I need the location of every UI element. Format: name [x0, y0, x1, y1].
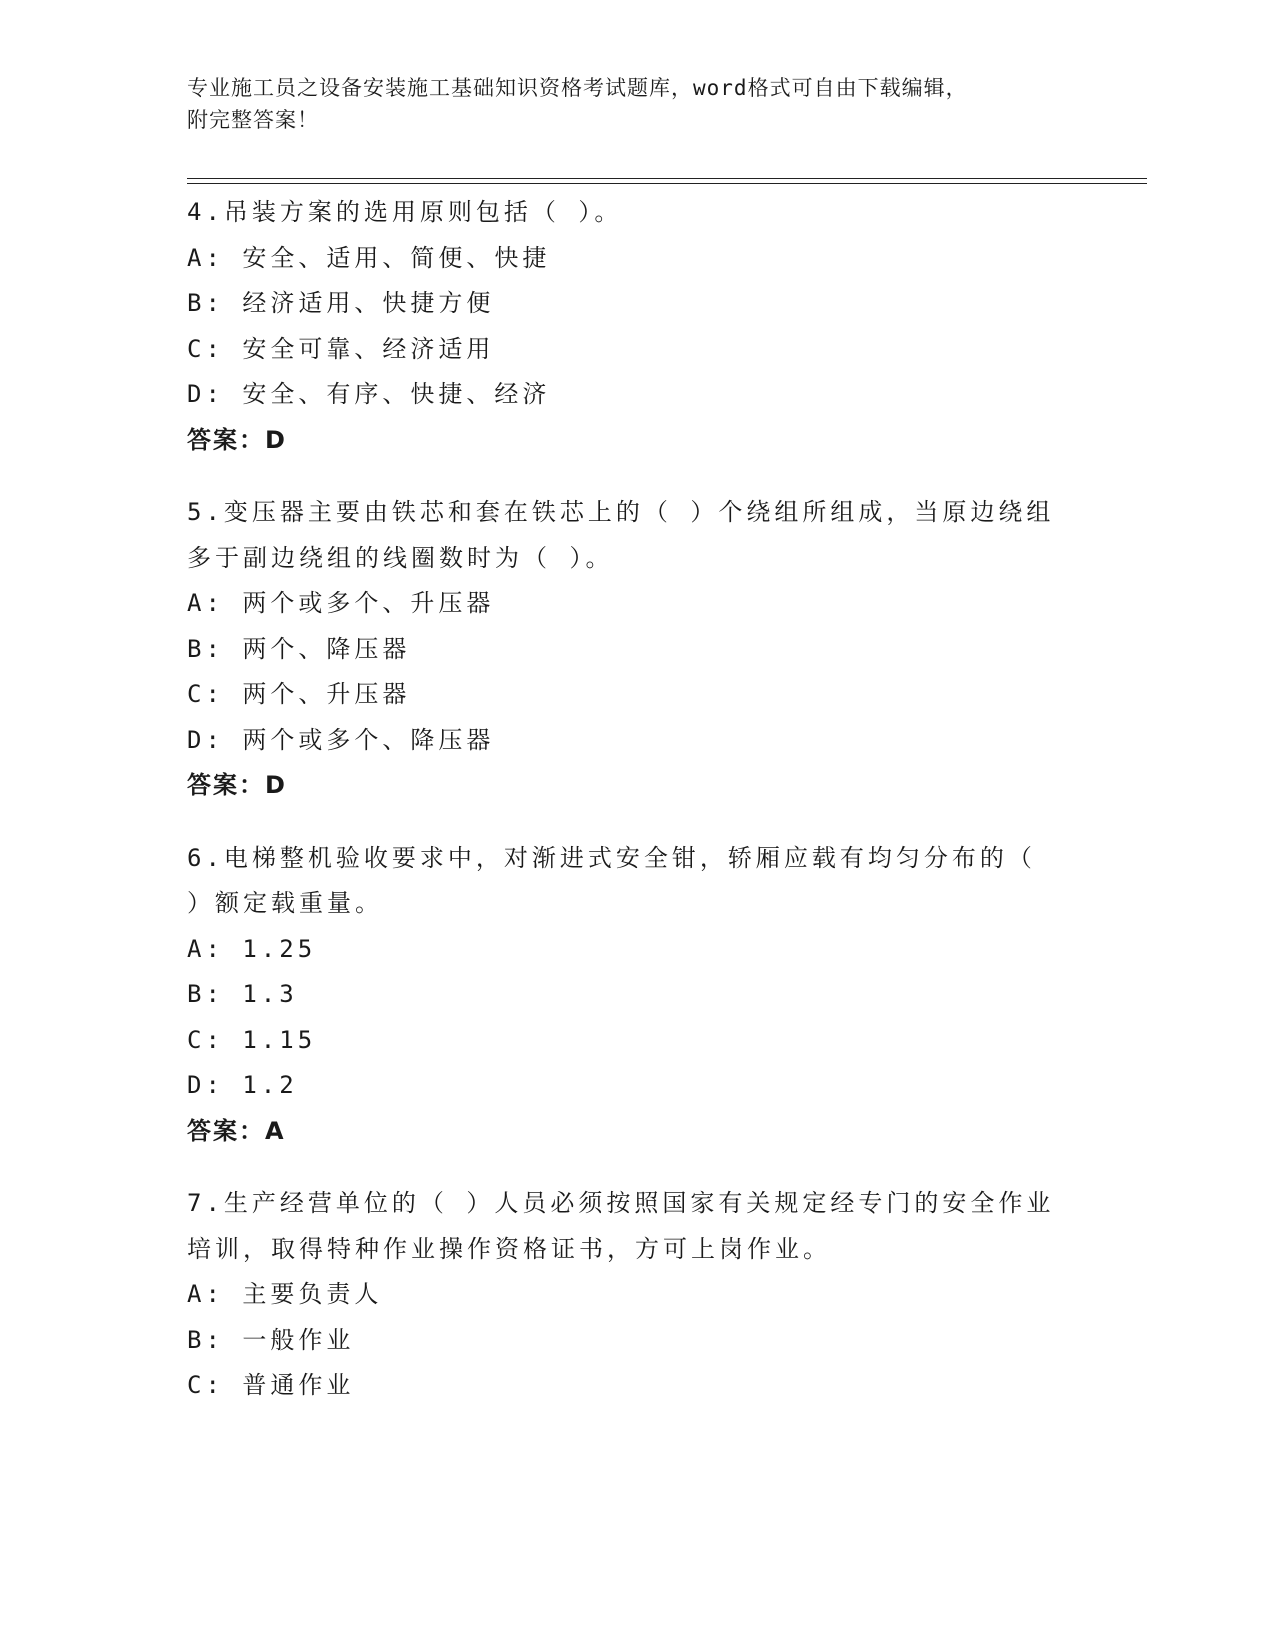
question-stem: 5.变压器主要由铁芯和套在铁芯上的（ ）个绕组所组成，当原边绕组: [187, 498, 1055, 526]
option-c: C: 安全可靠、经济适用: [187, 334, 495, 363]
question-stem: 7.生产经营单位的（ ）人员必须按照国家有关规定经专门的安全作业: [187, 1189, 1055, 1217]
question-stem: 6.电梯整机验收要求中，对渐进式安全钳，轿厢应载有均匀分布的（: [187, 843, 1036, 872]
question-7: [187, 1181, 1087, 1409]
answer-label: 答案：: [187, 771, 265, 799]
option-a: A: 1.25: [187, 934, 317, 963]
question-5: [187, 490, 1087, 809]
header-line-1: 专业施工员之设备安装施工基础知识资格考试题库，word格式可自由下载编辑，: [187, 76, 968, 100]
answer-line: [187, 763, 1087, 809]
question-list: [187, 190, 1087, 1436]
header-divider-top: [187, 178, 1147, 179]
option-b: B: 一般作业: [187, 1325, 355, 1354]
option-b: B: 两个、降压器: [187, 634, 411, 663]
answer-label: 答案：: [187, 1116, 265, 1145]
question-6: [187, 836, 1087, 1155]
option-d: D: 两个或多个、降压器: [187, 725, 495, 754]
header-line-2: 附完整答案！: [187, 108, 319, 132]
header-divider-bottom: [187, 183, 1147, 184]
question-stem: 4.吊装方案的选用原则包括（ ）。: [187, 198, 623, 226]
option-a: A: 主要负责人: [187, 1280, 383, 1308]
option-a: A: 安全、适用、简便、快捷: [187, 243, 551, 272]
answer-value: D: [265, 771, 287, 799]
answer-line: [187, 418, 1087, 464]
answer-value: A: [265, 1116, 286, 1145]
option-a: A: 两个或多个、升压器: [187, 589, 495, 617]
answer-label: 答案：: [187, 425, 265, 454]
question-4: [187, 190, 1087, 463]
option-b: B: 经济适用、快捷方便: [187, 289, 495, 317]
question-stem-continued: ）额定载重量。: [187, 889, 383, 917]
option-c: C: 普通作业: [187, 1371, 355, 1399]
option-c: C: 两个、升压器: [187, 680, 411, 708]
document-header: [187, 72, 1067, 136]
question-stem-continued: 多于副边绕组的线圈数时为（ ）。: [187, 543, 614, 572]
option-d: D: 安全、有序、快捷、经济: [187, 380, 551, 408]
option-c: C: 1.15: [187, 1025, 317, 1054]
answer-value: D: [265, 425, 287, 454]
question-stem-continued: 培训，取得特种作业操作资格证书，方可上岗作业。: [187, 1234, 831, 1263]
answer-line: [187, 1109, 1087, 1155]
option-b: B: 1.3: [187, 980, 298, 1008]
option-d: D: 1.2: [187, 1071, 298, 1099]
